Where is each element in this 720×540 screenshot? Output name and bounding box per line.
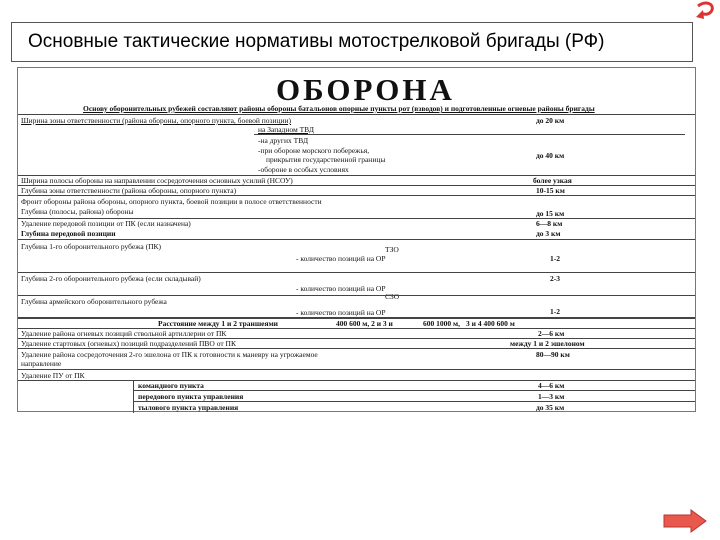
doc-heading: ОБОРОНА	[276, 72, 455, 107]
row-value: более узкая	[533, 176, 572, 185]
row-sub: -на других ТВД	[258, 136, 309, 145]
row-value: 80—90 км	[536, 350, 570, 359]
row-label: Удаление района огневых позиций ствольной артиллерии от ПК	[21, 329, 227, 338]
row-label: тылового пункта управления	[138, 403, 239, 412]
row-tag: ТЗО	[385, 245, 399, 254]
row-value: 1—3 км	[538, 392, 565, 401]
row-value: 3 и 4 400 600 м	[466, 319, 515, 328]
row-label: Глубина 2-го оборонительного рубежа (если складывай)	[21, 274, 201, 283]
row-sub: -обороне в особых условиях	[258, 165, 349, 174]
row-value: 2-3	[550, 274, 560, 283]
row-sub: - количество позиций на ОР	[296, 254, 386, 263]
row-value: между 1 и 2 эшелоном	[510, 339, 585, 348]
row-value: 2—6 км	[538, 329, 565, 338]
defense-norms-table	[17, 67, 696, 412]
row-label: Ширина зоны ответственности (района обороны, опорного пункта, боевой позиции)	[21, 116, 292, 125]
row-label: Ширина полосы обороны на направлении сосредоточения основных усилий (НСОУ)	[21, 176, 293, 185]
doc-intro: Основу оборонительных рубежей составляют районы обороны батальонов опорные пункты рот (взводов) и подготовленные огневые районы бригады	[83, 104, 595, 113]
row-label: направление	[21, 359, 62, 368]
row-label: Удаление ПУ от ПК	[21, 371, 85, 380]
row-value: 1-2	[550, 307, 560, 316]
row-label: Глубина армейского оборонительного рубежа	[21, 297, 167, 306]
row-label: Удаление района сосредоточения 2-го эшелона от ПК к готовности к маневру на угрожаемое	[21, 350, 318, 359]
row-value: 10-15 км	[536, 186, 565, 195]
row-sub: -при обороне морского побережья,	[258, 146, 370, 155]
row-label: Фронт обороны района обороны, опорного пункта, боевой позиции в полосе ответственности	[21, 197, 322, 206]
row-value: 400 600 м, 2 и 3 и	[336, 319, 393, 328]
row-value: до 35 км	[536, 403, 565, 412]
row-sub: на Западном ТВД	[258, 125, 315, 134]
row-value: 600 1000 м,	[423, 319, 460, 328]
row-label: передового пункта управления	[138, 392, 244, 401]
slide-title-box	[11, 22, 693, 62]
row-value: до 3 км	[536, 229, 561, 238]
row-label: Глубина зоны ответственности (района обороны, опорного пункта)	[21, 186, 237, 195]
row-label: Глубина передовой позиции	[21, 229, 116, 238]
row-value: до 15 км	[536, 209, 565, 218]
row-value: до 40 км	[536, 151, 565, 160]
row-value: 1-2	[550, 254, 560, 263]
row-sub: - количество позиций на ОР	[296, 284, 386, 293]
slide-title: Основные тактические нормативы мотострелковой бригады (РФ)	[28, 31, 605, 52]
row-label: Расстояние между 1 и 2 траншеями	[158, 319, 278, 328]
row-value: 4—6 км	[538, 381, 565, 390]
back-arrow-icon[interactable]	[694, 0, 716, 24]
row-label: Глубина (полосы, района) обороны	[21, 207, 134, 216]
row-sub: прикрытия государственной границы	[266, 155, 386, 164]
row-value: до 20 км	[536, 116, 565, 125]
row-label: Глубина 1-го оборонительного рубежа (ПК)	[21, 242, 162, 251]
row-label: Удаление передовой позиции от ПК (если назначена)	[21, 219, 191, 228]
row-label: Удаление стартовых (огневых) позиций подразделений ПВО от ПК	[21, 339, 236, 348]
row-value: 6—8 км	[536, 219, 563, 228]
row-sub: - количество позиций на ОР	[296, 308, 386, 317]
next-arrow-button[interactable]	[663, 509, 707, 533]
row-tag: СЗО	[385, 292, 400, 301]
row-label: командного пункта	[138, 381, 204, 390]
